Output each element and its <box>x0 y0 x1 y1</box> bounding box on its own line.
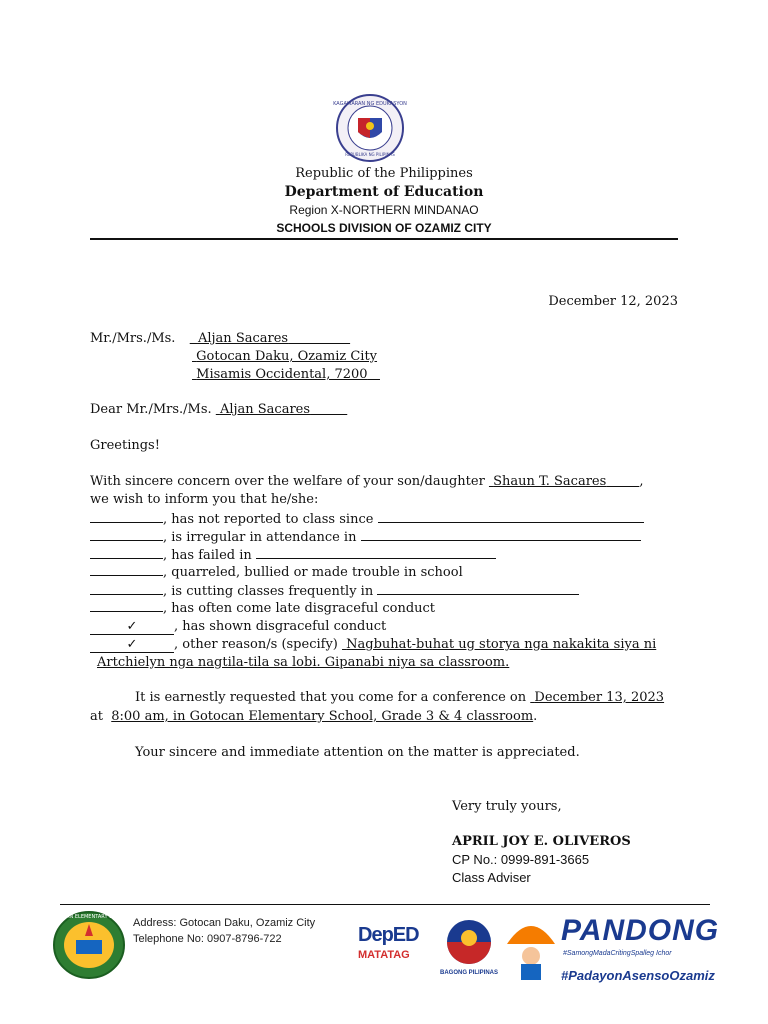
other-reason-line-2: Artchielyn nga nagtila-tila sa lobi. Gipanabi niya sa classroom. <box>97 655 510 670</box>
check-blank <box>90 594 163 595</box>
checklist-item: ✓ , other reason/s (specify) Nagbuhat-buhat ug storya nga nakakita siya ni <box>90 637 656 653</box>
pandong-logo: PANDONG #SamongMadaCritingSpalleg Ichor #PadayonAsensoOzamiz <box>503 912 711 988</box>
svg-text:KAGAWARAN NG EDUKASYON: KAGAWARAN NG EDUKASYON <box>333 101 407 107</box>
conference-date: December 13, 2023 <box>534 690 665 705</box>
deped-logo: DepED MATATAG <box>358 924 419 961</box>
recipient-block <box>90 331 350 346</box>
checklist-item: , is irregular in attendance in <box>90 529 641 545</box>
letter-date: December 12, 2023 <box>548 294 678 309</box>
conference-line-2: at 8:00 am, in Gotocan Elementary School, Grade 3 & 4 classroom. <box>90 709 538 724</box>
dear-line: Dear Mr./Mrs./Ms. Aljan Sacares <box>90 402 311 417</box>
intro-line-1: With sincere concern over the welfare of your son/daughter Shaun T. Sacares , <box>90 474 644 489</box>
deped-seal-logo <box>333 94 407 162</box>
checklist-item: , quarreled, bullied or made trouble in school <box>90 565 463 580</box>
signatory-phone: CP No.: 0999-891-3665 <box>452 852 590 867</box>
student-name: Shaun T. Sacares <box>493 474 607 489</box>
dear-name: Aljan Sacares <box>219 402 311 417</box>
check-blank <box>90 558 163 559</box>
check-mark: ✓ <box>90 619 174 635</box>
footer-rule <box>60 904 710 905</box>
check-blank <box>90 540 163 541</box>
greeting: Greetings! <box>90 438 160 453</box>
checklist-item: , has often come late disgraceful conduct <box>90 601 435 616</box>
salutation-prefix: Mr./Mrs./Ms. <box>90 331 176 346</box>
attention-line: Your sincere and immediate attention on the matter is appreciated. <box>135 745 580 760</box>
checklist-item: , has failed in <box>90 547 496 563</box>
svg-text:GOTOCAN ELEMENTARY SCHOOL: GOTOCAN ELEMENTARY SCHOOL <box>47 914 131 920</box>
footer-telephone: Telephone No: 0907-8796-722 <box>133 933 282 945</box>
bagong-pilipinas-logo: BAGONG PILIPINAS <box>440 918 498 978</box>
signatory-title: Class Adviser <box>452 870 531 885</box>
recipient-address-1: Gotocan Daku, Ozamiz City <box>196 349 378 364</box>
signatory-name: APRIL JOY E. OLIVEROS <box>452 834 631 849</box>
closing: Very truly yours, <box>452 799 562 814</box>
region-line: Region X-NORTHERN MINDANAO <box>289 203 479 217</box>
recipient-address-2: Misamis Occidental, 7200 <box>196 367 368 382</box>
checklist-item: , has not reported to class since <box>90 511 644 527</box>
footer-address: Address: Gotocan Daku, Ozamiz City <box>133 917 316 929</box>
department-line: Department of Education <box>284 184 484 200</box>
checklist-item: ✓ , has shown disgraceful conduct <box>90 619 386 635</box>
division-line: SCHOOLS DIVISION OF OZAMIZ CITY <box>276 221 492 235</box>
check-blank <box>90 575 163 576</box>
conference-details: 8:00 am, in Gotocan Elementary School, Grade 3 & 4 classroom <box>111 709 534 724</box>
check-blank <box>90 611 163 612</box>
svg-text:REPUBLIKA NG PILIPINAS: REPUBLIKA NG PILIPINAS <box>345 152 395 157</box>
recipient-name: Aljan Sacares <box>197 331 289 346</box>
republic-line: Republic of the Philippines <box>295 166 473 181</box>
check-blank <box>90 522 163 523</box>
conference-line-1: It is earnestly requested that you come for a conference on December 13, 2023 <box>135 690 665 705</box>
other-reason-line-1: Nagbuhat-buhat ug storya nga nakakita siya ni <box>346 637 657 652</box>
intro-line-2: we wish to inform you that he/she: <box>90 492 319 507</box>
checklist-item: , is cutting classes frequently in <box>90 583 579 599</box>
school-logo <box>47 910 131 980</box>
header-rule <box>90 238 678 240</box>
check-mark: ✓ <box>90 637 174 653</box>
